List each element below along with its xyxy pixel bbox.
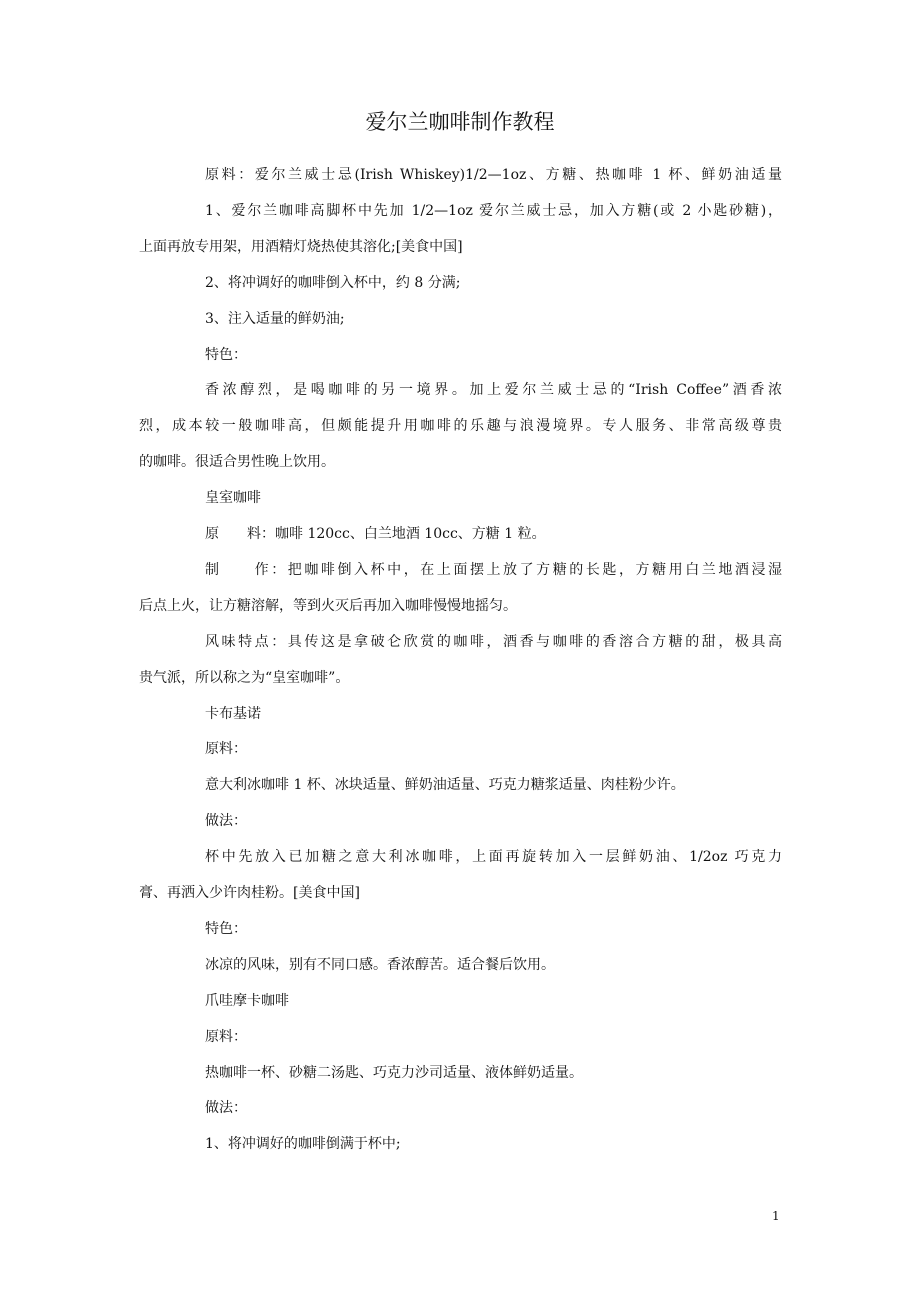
text-line: 特色： — [205, 346, 247, 363]
text-line: 原料： — [205, 741, 247, 758]
text-line: 冰凉的风味，别有不同口感。香浓醇苦。适合餐后饮用。 — [205, 956, 555, 973]
text-line: 原料： — [205, 1028, 247, 1045]
text-line: 2、将冲调好的咖啡倒入杯中，约 8 分满; — [205, 274, 461, 291]
text-line: 皇室咖啡 — [205, 490, 261, 507]
text-line: 1、将冲调好的咖啡倒满于杯中; — [205, 1136, 401, 1153]
text-line: 膏、再洒入少许肉桂粉。[美食中国] — [139, 885, 360, 901]
text-line: 贵气派，所以称之为“皇室咖啡”。 — [139, 669, 350, 686]
text-line: 爪哇摩卡咖啡 — [205, 992, 289, 1009]
text-line: 杯中先放入已加糖之意大利冰咖啡，上面再旋转加入一层鲜奶油、1/2oz 巧克力 — [205, 849, 782, 866]
text-line: 的咖啡。很适合男性晚上饮用。 — [139, 454, 335, 471]
page-number: 1 — [772, 1209, 780, 1223]
text-line: 后点上火，让方糖溶解，等到火灭后再加入咖啡慢慢地摇匀。 — [139, 597, 517, 614]
text-line: 原料：爱尔兰威士忌(Irish Whiskey)1/2—1oz、方糖、热咖啡 1 杯、鲜奶油适量 — [205, 167, 782, 183]
text-line: 制 作：把咖啡倒入杯中，在上面摆上放了方糖的长匙，方糖用白兰地酒浸湿 — [205, 561, 782, 578]
document-title: 爱尔兰咖啡制作教程 — [365, 110, 555, 134]
text-line: 风味特点：具传这是拿破仑欣赏的咖啡，酒香与咖啡的香溶合方糖的甜，极具高 — [205, 633, 782, 650]
text-line: 卡布基诺 — [205, 705, 261, 722]
text-line: 3、注入适量的鲜奶油; — [205, 310, 345, 327]
text-line: 做法： — [205, 813, 247, 830]
text-line: 热咖啡一杯、砂糖二汤匙、巧克力沙司适量、液体鲜奶适量。 — [205, 1064, 583, 1081]
text-line: 特色： — [205, 920, 247, 937]
text-line: 1、爱尔兰咖啡高脚杯中先加 1/2—1oz 爱尔兰威士忌，加入方糖(或 2 小匙砂糖)， — [205, 202, 782, 219]
text-line: 意大利冰咖啡 1 杯、冰块适量、鲜奶油适量、巧克力糖浆适量、肉桂粉少许。 — [205, 777, 685, 794]
text-line: 做法： — [205, 1100, 247, 1117]
text-line: 香浓醇烈，是喝咖啡的另一境界。加上爱尔兰威士忌的“Irish Coffee”酒香浓 — [205, 382, 782, 399]
text-line: 原 料：咖啡 120cc、白兰地酒 10cc、方糖 1 粒。 — [205, 526, 546, 542]
text-line: 烈，成本较一般咖啡高，但颇能提升用咖啡的乐趣与浪漫境界。专人服务、非常高级尊贵 — [139, 418, 782, 435]
text-line: 上面再放专用架，用酒精灯烧热使其溶化;[美食中国] — [139, 238, 463, 255]
